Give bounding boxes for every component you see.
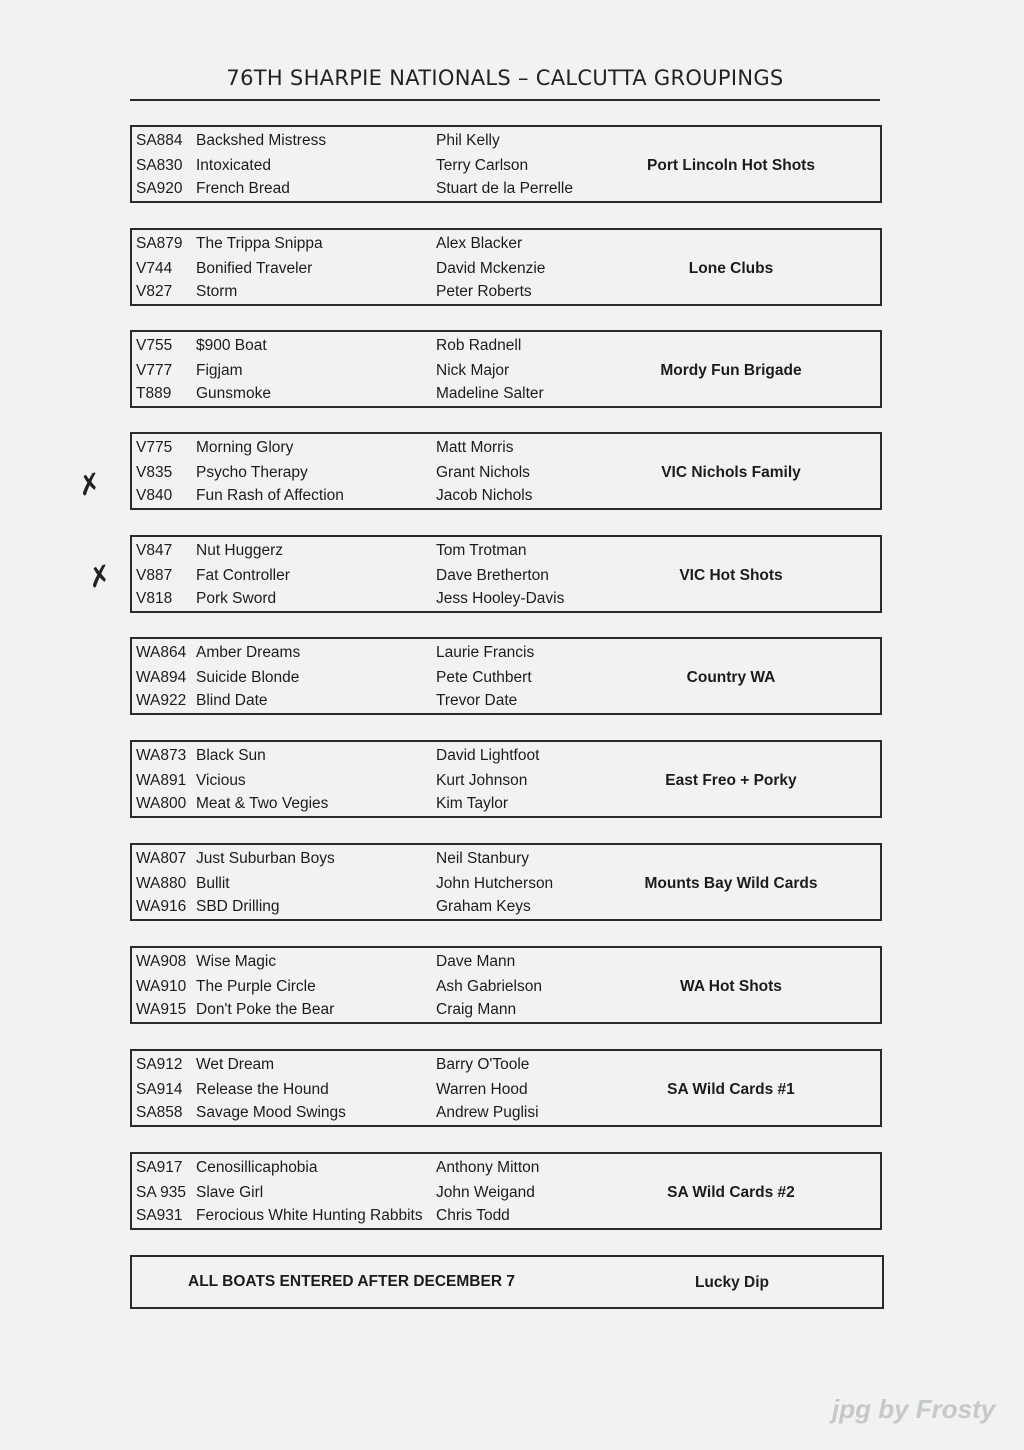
lucky-dip-box	[130, 1255, 884, 1309]
boat-name: Fat Controller	[196, 567, 290, 584]
boat-name: Psycho Therapy	[196, 464, 308, 481]
skipper-name: Warren Hood	[436, 1081, 528, 1098]
group-box	[130, 740, 882, 818]
sail-number: SA830	[136, 157, 183, 174]
sail-number: SA 935	[136, 1184, 186, 1201]
boat-name: Wet Dream	[196, 1056, 275, 1073]
sail-number: SA914	[136, 1081, 183, 1098]
title-underline	[130, 99, 880, 101]
boat-name: SBD Drilling	[196, 898, 280, 915]
skipper-name: Barry O'Toole	[436, 1056, 530, 1073]
lucky-dip-text: ALL BOATS ENTERED AFTER DECEMBER 7	[188, 1273, 515, 1290]
boat-row	[132, 792, 880, 816]
boat-row	[132, 895, 880, 919]
sail-number: WA910	[136, 978, 187, 995]
skipper-name: Matt Morris	[436, 439, 514, 456]
group-name: Mordy Fun Brigade	[660, 362, 802, 379]
sail-number: V827	[136, 283, 173, 300]
boat-name: Amber Dreams	[196, 644, 301, 661]
group-name: Lone Clubs	[688, 260, 774, 277]
skipper-name: Dave Bretherton	[436, 567, 549, 584]
sail-number: V847	[136, 542, 173, 559]
skipper-name: Jess Hooley-Davis	[436, 590, 565, 607]
skipper-name: Stuart de la Perrelle	[436, 180, 573, 197]
skipper-name: John Hutcherson	[436, 875, 554, 892]
skipper-name: Chris Todd	[436, 1207, 510, 1224]
sail-number: V887	[136, 567, 173, 584]
boat-row	[132, 539, 880, 563]
boat-name: $900 Boat	[196, 337, 267, 354]
boat-row	[132, 232, 880, 256]
boat-row	[132, 334, 880, 358]
boat-name: The Trippa Snippa	[196, 235, 323, 252]
group-box	[130, 1152, 882, 1230]
sail-number: V818	[136, 590, 173, 607]
handwritten-x-mark: ✗	[74, 465, 105, 504]
sail-number: WA916	[136, 898, 187, 915]
group-box	[130, 637, 882, 715]
boat-row	[132, 641, 880, 665]
sail-number: V775	[136, 439, 173, 456]
sail-number: WA891	[136, 772, 187, 789]
sail-number: WA800	[136, 795, 187, 812]
sail-number: SA917	[136, 1159, 183, 1176]
skipper-name: Grant Nichols	[436, 464, 530, 481]
skipper-name: Kurt Johnson	[436, 772, 528, 789]
group-box	[130, 330, 882, 408]
boat-name: Bonified Traveler	[196, 260, 313, 277]
group-box	[130, 432, 882, 510]
group-box	[130, 125, 882, 203]
boat-name: Slave Girl	[196, 1184, 264, 1201]
boat-name: Morning Glory	[196, 439, 294, 456]
boat-name: Wise Magic	[196, 953, 277, 970]
group-name: Country WA	[686, 669, 776, 686]
boat-name: Release the Hound	[196, 1081, 329, 1098]
lucky-dip-name: Lucky Dip	[694, 1274, 770, 1291]
group-name: East Freo + Porky	[665, 772, 797, 789]
skipper-name: Andrew Puglisi	[436, 1104, 539, 1121]
sail-number: WA807	[136, 850, 187, 867]
skipper-name: Dave Mann	[436, 953, 516, 970]
boat-name: Intoxicated	[196, 157, 271, 174]
group-box	[130, 946, 882, 1024]
group-name: Mounts Bay Wild Cards	[644, 875, 818, 892]
skipper-name: Neil Stanbury	[436, 850, 530, 867]
sail-number: V777	[136, 362, 173, 379]
boat-name: Savage Mood Swings	[196, 1104, 346, 1121]
boat-row	[132, 177, 880, 201]
boat-row	[132, 1156, 880, 1180]
sail-number: V755	[136, 337, 173, 354]
sail-number: V840	[136, 487, 173, 504]
skipper-name: Terry Carlson	[436, 157, 529, 174]
sail-number: V744	[136, 260, 173, 277]
boat-name: Pork Sword	[196, 590, 277, 607]
sail-number: SA879	[136, 235, 183, 252]
skipper-name: Trevor Date	[436, 692, 518, 709]
boat-name: Black Sun	[196, 747, 266, 764]
boat-row	[132, 1204, 880, 1228]
skipper-name: Phil Kelly	[436, 132, 500, 149]
boat-name: Nut Huggerz	[196, 542, 284, 559]
boat-name: Meat & Two Vegies	[196, 795, 329, 812]
sail-number: SA920	[136, 180, 183, 197]
sail-number: WA894	[136, 669, 187, 686]
group-name: VIC Hot Shots	[679, 567, 783, 584]
handwritten-x-mark: ✗	[84, 557, 115, 596]
skipper-name: Graham Keys	[436, 898, 531, 915]
boat-row	[132, 280, 880, 304]
group-box	[130, 843, 882, 921]
sail-number: SA884	[136, 132, 183, 149]
group-name: SA Wild Cards #1	[667, 1081, 795, 1098]
skipper-name: Craig Mann	[436, 1001, 517, 1018]
boat-name: Just Suburban Boys	[196, 850, 335, 867]
skipper-name: Nick Major	[436, 362, 510, 379]
sail-number: SA912	[136, 1056, 183, 1073]
sail-number: WA922	[136, 692, 187, 709]
boat-name: French Bread	[196, 180, 290, 197]
skipper-name: Peter Roberts	[436, 283, 532, 300]
boat-name: Vicious	[196, 772, 246, 789]
boat-row	[132, 744, 880, 768]
boat-row	[132, 129, 880, 153]
sail-number: WA864	[136, 644, 187, 661]
boat-row	[132, 998, 880, 1022]
skipper-name: David Lightfoot	[436, 747, 540, 764]
group-box	[130, 1049, 882, 1127]
boat-row	[132, 950, 880, 974]
sail-number: V835	[136, 464, 173, 481]
boat-name: Don't Poke the Bear	[196, 1001, 335, 1018]
skipper-name: Pete Cuthbert	[436, 669, 532, 686]
sail-number: SA858	[136, 1104, 183, 1121]
skipper-name: John Weigand	[436, 1184, 535, 1201]
group-name: SA Wild Cards #2	[667, 1184, 795, 1201]
boat-row	[132, 1053, 880, 1077]
group-name: VIC Nichols Family	[661, 464, 801, 481]
watermark: jpg by Frosty	[832, 1394, 996, 1424]
boat-name: Fun Rash of Affection	[196, 487, 344, 504]
group-box	[130, 228, 882, 306]
boat-row	[132, 382, 880, 406]
boat-row	[132, 689, 880, 713]
skipper-name: Jacob Nichols	[436, 487, 533, 504]
sail-number: WA873	[136, 747, 187, 764]
skipper-name: Tom Trotman	[436, 542, 527, 559]
boat-name: The Purple Circle	[196, 978, 316, 995]
skipper-name: Rob Radnell	[436, 337, 522, 354]
boat-name: Bullit	[196, 875, 230, 892]
skipper-name: Madeline Salter	[436, 385, 544, 402]
boat-row	[132, 847, 880, 871]
page-title: 76TH SHARPIE NATIONALS – CALCUTTA GROUPINGS	[226, 66, 784, 90]
group-box	[130, 535, 882, 613]
boat-name: Gunsmoke	[196, 385, 271, 402]
boat-name: Backshed Mistress	[196, 132, 327, 149]
boat-row	[132, 587, 880, 611]
skipper-name: Kim Taylor	[436, 795, 509, 812]
boat-row	[132, 1101, 880, 1125]
group-name: WA Hot Shots	[680, 978, 782, 995]
skipper-name: Ash Gabrielson	[436, 978, 542, 995]
skipper-name: David Mckenzie	[436, 260, 546, 277]
boat-name: Ferocious White Hunting Rabbits	[196, 1207, 423, 1224]
boat-name: Blind Date	[196, 692, 268, 709]
skipper-name: Laurie Francis	[436, 644, 535, 661]
boat-row	[132, 436, 880, 460]
skipper-name: Anthony Mitton	[436, 1159, 540, 1176]
sail-number: T889	[136, 385, 172, 402]
skipper-name: Alex Blacker	[436, 235, 523, 252]
sail-number: WA880	[136, 875, 187, 892]
boat-row	[132, 484, 880, 508]
boat-name: Cenosillicaphobia	[196, 1159, 318, 1176]
sail-number: WA915	[136, 1001, 187, 1018]
boat-name: Storm	[196, 283, 238, 300]
sail-number: SA931	[136, 1207, 183, 1224]
group-name: Port Lincoln Hot Shots	[647, 157, 815, 174]
boat-name: Figjam	[196, 362, 243, 379]
sail-number: WA908	[136, 953, 187, 970]
boat-name: Suicide Blonde	[196, 669, 300, 686]
